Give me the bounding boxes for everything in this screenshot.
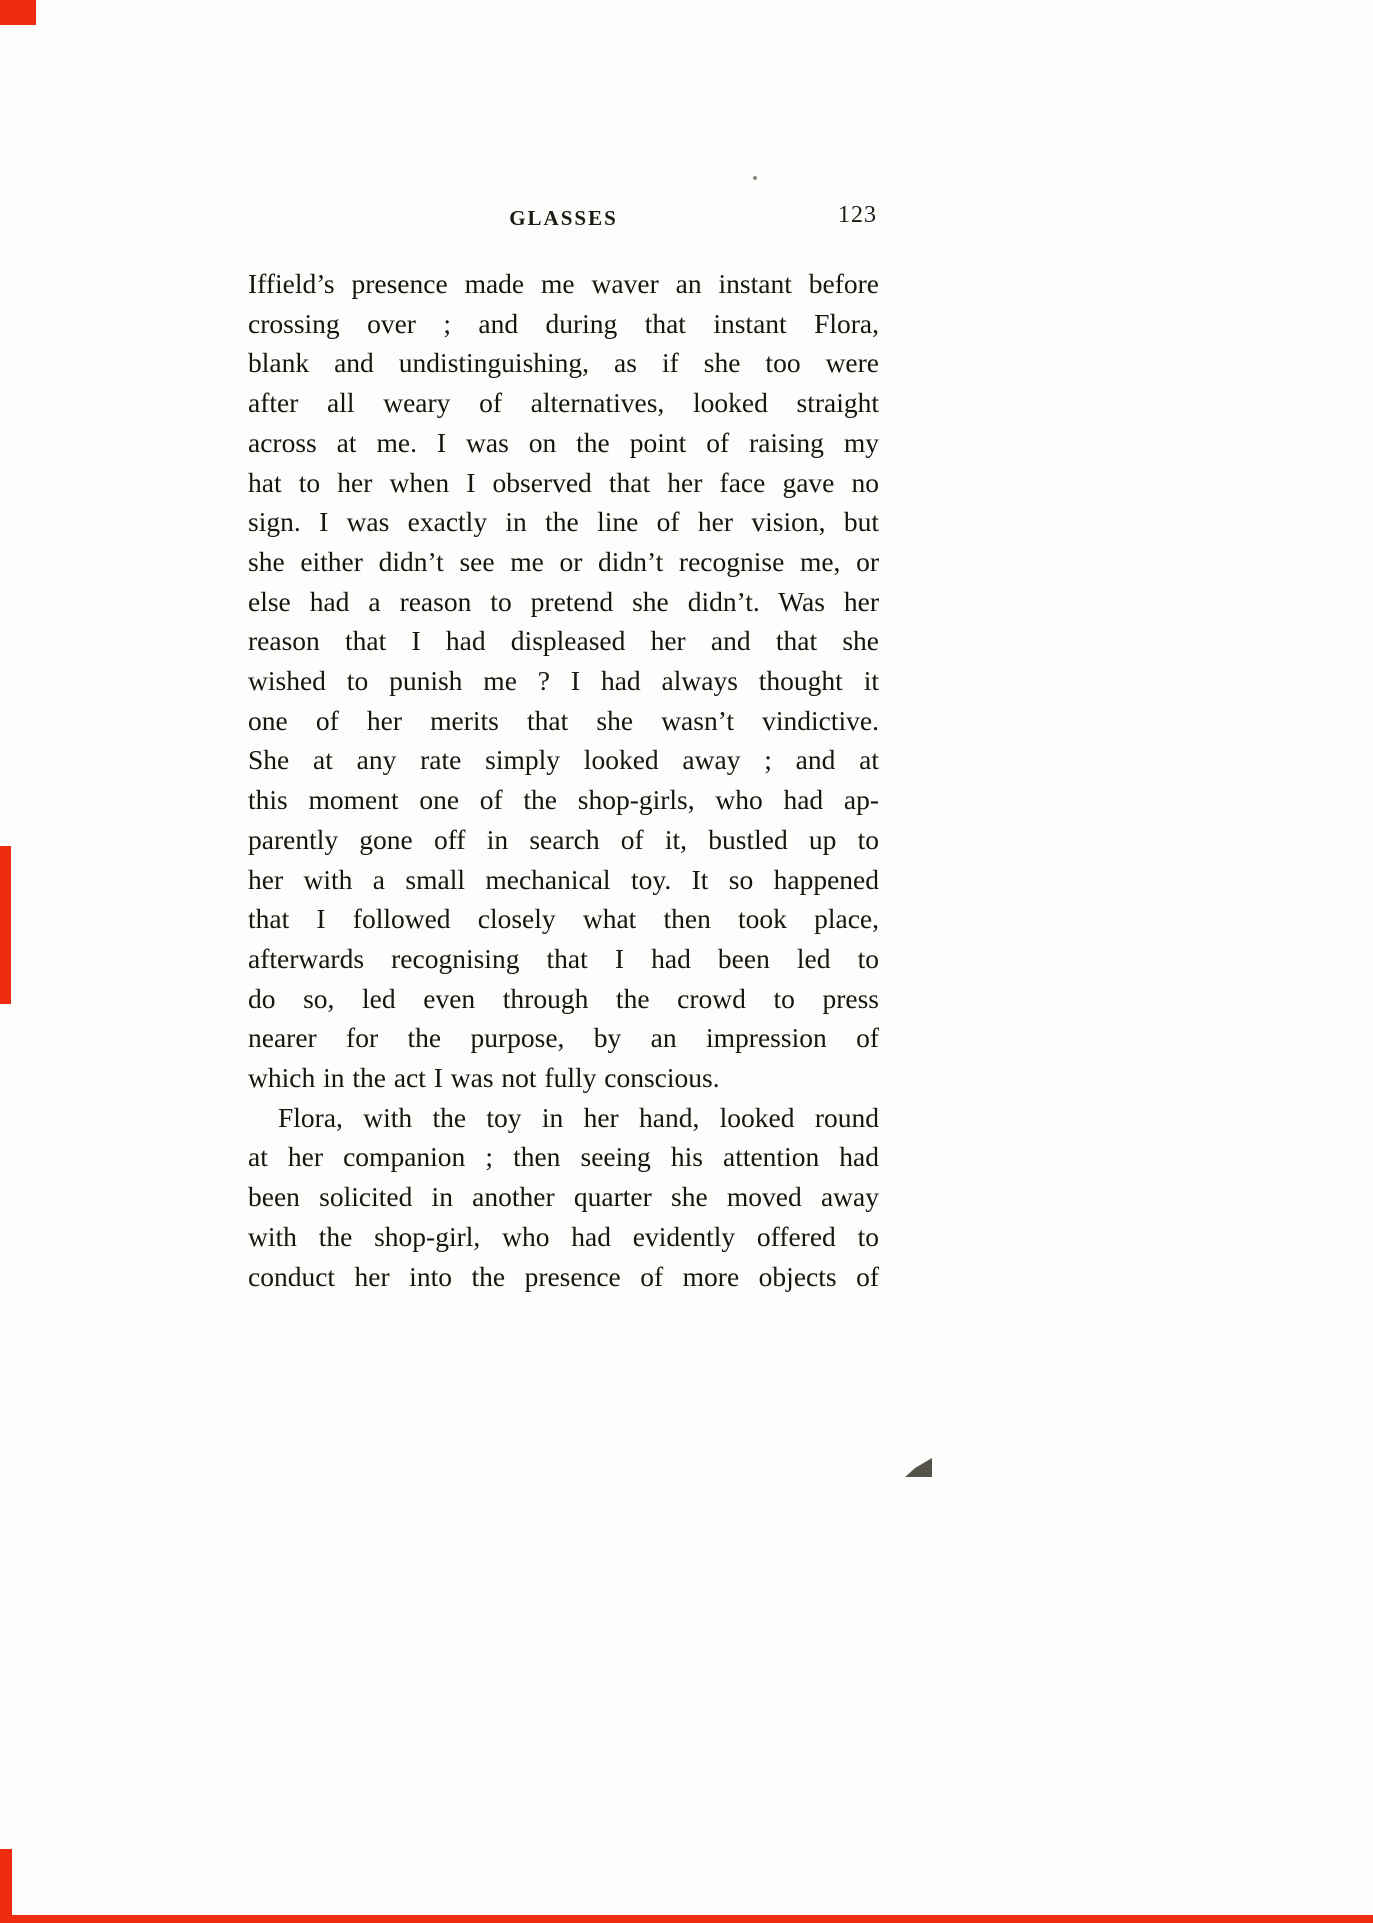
text-line: this moment one of the shop-girls, who had ap- bbox=[248, 784, 879, 816]
text-line: which in the act I was not fully conscious. bbox=[248, 1062, 720, 1094]
text-line: wished to punish me ? I had always thought it bbox=[248, 665, 879, 697]
text-line: parently gone off in search of it, bustled up to bbox=[248, 823, 879, 855]
scan-edge-artifact bbox=[0, 1849, 12, 1923]
page-number: 123 bbox=[838, 202, 877, 228]
text-line: else had a reason to pretend she didn’t. Was her bbox=[248, 585, 879, 617]
text-line: after all weary of alternatives, looked straight bbox=[248, 387, 879, 419]
text-line: she either didn’t see me or didn’t recognise me, or bbox=[248, 545, 879, 577]
text-line: reason that I had displeased her and that she bbox=[248, 625, 879, 657]
running-header bbox=[248, 202, 879, 240]
scan-edge-artifact bbox=[0, 846, 11, 1004]
text-line: She at any rate simply looked away ; and at bbox=[248, 744, 879, 776]
text-line: with the shop-girl, who had evidently offered to bbox=[248, 1220, 879, 1252]
text-line: been solicited in another quarter she moved away bbox=[248, 1181, 879, 1213]
text-line: Iffield’s presence made me waver an instant before bbox=[248, 268, 879, 299]
text-line: sign. I was exactly in the line of her vision, but bbox=[248, 506, 879, 538]
text-line: one of her merits that she wasn’t vindictive. bbox=[248, 704, 879, 736]
paragraph bbox=[248, 1098, 879, 1297]
scan-edge-artifact bbox=[0, 0, 36, 25]
text-line: blank and undistinguishing, as if she too were bbox=[248, 347, 879, 379]
text-line: conduct her into the presence of more objects of bbox=[248, 1260, 879, 1292]
scan-edge-artifact bbox=[0, 1915, 1373, 1923]
paragraph bbox=[248, 264, 879, 1098]
text-line: hat to her when I observed that her face gave no bbox=[248, 466, 879, 498]
text-line: do so, led even through the crowd to press bbox=[248, 982, 879, 1014]
text-column bbox=[248, 202, 879, 1296]
dust-speck bbox=[753, 176, 757, 180]
ink-blot-mark bbox=[905, 1458, 932, 1477]
text-line: crossing over ; and during that instant Flora, bbox=[248, 307, 879, 339]
text-line: that I followed closely what then took place, bbox=[248, 903, 879, 935]
text-line: Flora, with the toy in her hand, looked round bbox=[278, 1101, 879, 1133]
text-line: across at me. I was on the point of raising my bbox=[248, 426, 879, 458]
text-line: her with a small mechanical toy. It so happened bbox=[248, 863, 879, 895]
text-line: nearer for the purpose, by an impression of bbox=[248, 1022, 879, 1054]
page-title: GLASSES bbox=[509, 206, 618, 230]
text-line: afterwards recognising that I had been led to bbox=[248, 942, 879, 974]
text-line: at her companion ; then seeing his attention had bbox=[248, 1141, 879, 1173]
